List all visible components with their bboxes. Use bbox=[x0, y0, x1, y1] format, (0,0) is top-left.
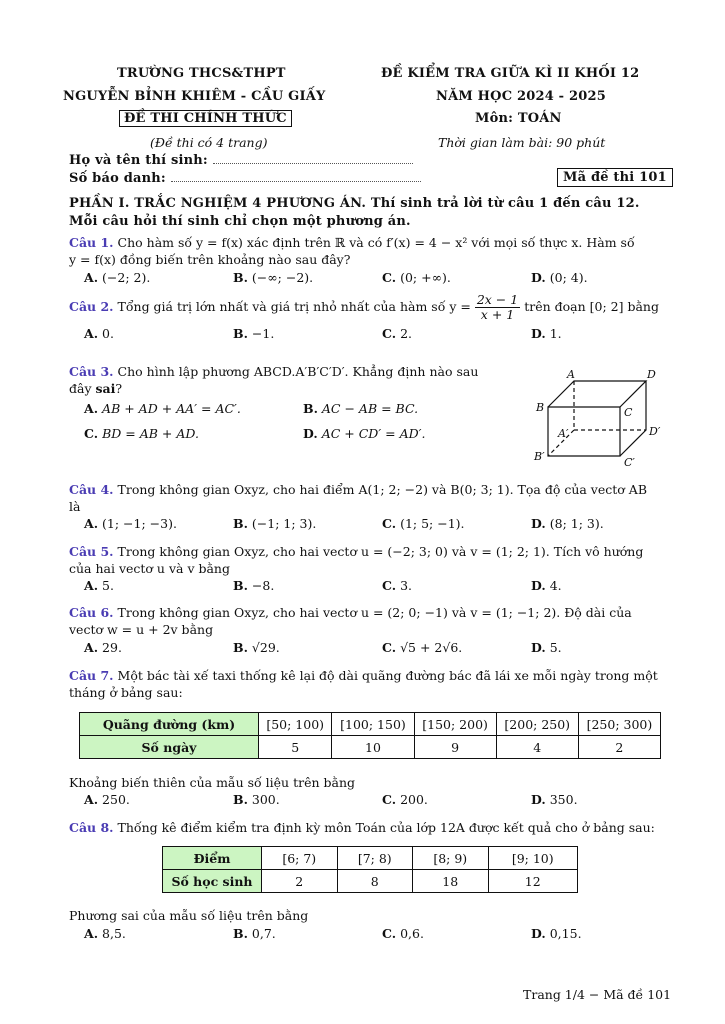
question-text: Cho hàm số y = f(x) xác định trên ℝ và có f′(x) = 4 − x² với mọi số thực x. Hàm số bbox=[117, 235, 635, 250]
question-7-prompt: Khoảng biến thiên của mẫu số liệu trên bằng bbox=[69, 775, 355, 790]
table-row bbox=[163, 870, 578, 893]
cube-label-c: C bbox=[624, 406, 633, 419]
table-header-cell: Số ngày bbox=[80, 736, 259, 759]
q2-option-c[interactable]: C. 2. bbox=[382, 326, 413, 341]
question-5 bbox=[69, 543, 643, 560]
q4-option-d[interactable]: D. (8; 1; 3). bbox=[531, 516, 604, 531]
question-8-prompt: Phương sai của mẫu số liệu trên bằng bbox=[69, 908, 309, 923]
table-cell: [200; 250) bbox=[496, 713, 578, 736]
fraction-numerator: 2x − 1 bbox=[476, 292, 519, 307]
table-cell: [250; 300) bbox=[578, 713, 660, 736]
q6-option-a[interactable]: A. 29. bbox=[84, 640, 122, 655]
q4-option-a[interactable]: A. (1; −1; −3). bbox=[84, 516, 177, 531]
q3-option-c[interactable]: C. BD = AB + AD. bbox=[84, 426, 199, 441]
table-cell: [9; 10) bbox=[488, 847, 578, 870]
question-text-end: trên đoạn [0; 2] bằng bbox=[524, 299, 659, 314]
q2-option-b[interactable]: B. −1. bbox=[233, 326, 275, 341]
q6-option-b[interactable]: B. √29. bbox=[233, 640, 280, 655]
question-text: Thống kê điểm kiểm tra định kỳ môn Toán của lớp 12A được kết quả cho ở bảng sau: bbox=[117, 820, 655, 835]
cube-label-a: A bbox=[567, 368, 575, 381]
q5-option-a[interactable]: A. 5. bbox=[84, 578, 114, 593]
table-cell: 2 bbox=[262, 870, 338, 893]
q1-option-d[interactable]: D. (0; 4). bbox=[531, 270, 588, 285]
cube-label-a1: A′ bbox=[558, 427, 569, 440]
official-label: ĐỀ THI CHÍNH THỨC bbox=[119, 110, 292, 127]
table-cell: 10 bbox=[332, 736, 414, 759]
q1-option-b[interactable]: B. (−∞; −2). bbox=[233, 270, 314, 285]
question-text: Trong không gian Oxyz, cho hai vectơ u = (−2; 3; 0) và v = (1; 2; 1). Tích vô hướng bbox=[117, 544, 644, 559]
exam-code: Mã đề thi 101 bbox=[557, 168, 673, 187]
question-7 bbox=[69, 667, 658, 684]
q6-option-c[interactable]: C. √5 + 2√6. bbox=[382, 640, 463, 655]
score-table bbox=[162, 846, 578, 893]
emphasis-sai: sai bbox=[95, 381, 116, 396]
candidate-id-label: Số báo danh: bbox=[69, 171, 166, 186]
q4-option-c[interactable]: C. (1; 5; −1). bbox=[382, 516, 465, 531]
pages-note: (Đề thi có 4 trang) bbox=[150, 135, 268, 150]
table-header-cell: Số học sinh bbox=[163, 870, 262, 893]
q4-option-b[interactable]: B. (−1; 1; 3). bbox=[233, 516, 317, 531]
question-8 bbox=[69, 819, 655, 836]
question-label: Câu 5. bbox=[69, 544, 114, 559]
q6-option-d[interactable]: D. 5. bbox=[531, 640, 562, 655]
table-cell: [150; 200) bbox=[414, 713, 496, 736]
question-text-cont: đây sai? bbox=[69, 381, 123, 396]
question-text: Cho hình lập phương ABCD.A′B′C′D′. Khẳng định nào sau bbox=[117, 364, 479, 379]
question-text: Trong không gian Oxyz, cho hai vectơ u = (2; 0; −1) và v = (1; −1; 2). Độ dài của bbox=[117, 605, 632, 620]
school-name-line1: TRƯỜNG THCS&THPT bbox=[117, 66, 286, 81]
question-label: Câu 2. bbox=[69, 299, 114, 314]
table-cell: 8 bbox=[337, 870, 413, 893]
part1-title-line2: Mỗi câu hỏi thí sinh chỉ chọn một phương án. bbox=[69, 214, 411, 229]
table-cell: 18 bbox=[413, 870, 489, 893]
distance-table bbox=[79, 712, 661, 759]
question-label: Câu 7. bbox=[69, 668, 114, 683]
table-cell: [6; 7) bbox=[262, 847, 338, 870]
question-text: Tổng giá trị lớn nhất và giá trị nhỏ nhất của hàm số y = bbox=[117, 299, 471, 314]
q2-option-a[interactable]: A. 0. bbox=[84, 326, 114, 341]
q1-option-c[interactable]: C. (0; +∞). bbox=[382, 270, 451, 285]
table-cell: [100; 150) bbox=[332, 713, 414, 736]
candidate-name-label: Họ và tên thí sinh: bbox=[69, 153, 208, 168]
table-cell: [7; 8) bbox=[337, 847, 413, 870]
cube-label-d: D bbox=[647, 368, 656, 381]
question-text-cont: tháng ở bảng sau: bbox=[69, 685, 183, 700]
question-label: Câu 6. bbox=[69, 605, 114, 620]
cube-label-b1: B′ bbox=[534, 450, 545, 463]
q2-option-d[interactable]: D. 1. bbox=[531, 326, 562, 341]
question-text: Một bác tài xế taxi thống kê lại độ dài quãng đường bác đã lái xe mỗi ngày trong một bbox=[117, 668, 658, 683]
school-year: NĂM HỌC 2024 - 2025 bbox=[436, 89, 606, 104]
table-cell: 9 bbox=[414, 736, 496, 759]
q7-option-a[interactable]: A. 250. bbox=[84, 792, 130, 807]
table-cell: [8; 9) bbox=[413, 847, 489, 870]
table-cell: 2 bbox=[578, 736, 660, 759]
q3-option-b[interactable]: B. AC − AB = BC. bbox=[303, 401, 419, 416]
table-cell: 12 bbox=[488, 870, 578, 893]
question-label: Câu 3. bbox=[69, 364, 114, 379]
question-1 bbox=[69, 234, 635, 251]
q3-option-d[interactable]: D. AC + CD′ = AD′. bbox=[303, 426, 426, 441]
question-2 bbox=[69, 293, 659, 322]
q8-option-c[interactable]: C. 0,6. bbox=[382, 926, 424, 941]
question-6 bbox=[69, 604, 632, 621]
cube-label-c1: C′ bbox=[624, 456, 635, 469]
q8-option-d[interactable]: D. 0,15. bbox=[531, 926, 582, 941]
q5-option-b[interactable]: B. −8. bbox=[233, 578, 275, 593]
q7-option-c[interactable]: C. 200. bbox=[382, 792, 428, 807]
q5-option-d[interactable]: D. 4. bbox=[531, 578, 562, 593]
question-text-cont: là bbox=[69, 499, 81, 514]
q8-option-a[interactable]: A. 8,5. bbox=[84, 926, 126, 941]
part1-title-line1: PHẦN I. TRẮC NGHIỆM 4 PHƯƠNG ÁN. Thí sinh trả lời từ câu 1 đến câu 12. bbox=[69, 196, 640, 211]
table-row bbox=[80, 736, 661, 759]
cube-figure bbox=[528, 366, 668, 470]
q7-option-b[interactable]: B. 300. bbox=[233, 792, 280, 807]
table-header-cell: Quãng đường (km) bbox=[80, 713, 259, 736]
question-label: Câu 8. bbox=[69, 820, 114, 835]
subject: Môn: TOÁN bbox=[475, 111, 562, 126]
q5-option-c[interactable]: C. 3. bbox=[382, 578, 413, 593]
school-name-line2: NGUYỄN BỈNH KHIÊM - CẦU GIẤY bbox=[63, 89, 326, 104]
q7-option-d[interactable]: D. 350. bbox=[531, 792, 578, 807]
page-footer: Trang 1/4 − Mã đề 101 bbox=[523, 987, 672, 1002]
cube-label-d1: D′ bbox=[649, 425, 661, 438]
question-label: Câu 4. bbox=[69, 482, 114, 497]
cube-label-b: B bbox=[536, 401, 545, 414]
table-cell: [50; 100) bbox=[259, 713, 332, 736]
q3-option-a[interactable]: A. AB + AD + AA′ = AC′. bbox=[84, 401, 241, 416]
fraction-denominator: x + 1 bbox=[480, 307, 515, 322]
question-text-cont: y = f(x) đồng biến trên khoảng nào sau đây? bbox=[69, 252, 351, 267]
q8-option-b[interactable]: B. 0,7. bbox=[233, 926, 276, 941]
table-row bbox=[80, 713, 661, 736]
candidate-id-field[interactable] bbox=[171, 181, 421, 182]
question-text-cont: của hai vectơ u và v bằng bbox=[69, 561, 230, 576]
question-4 bbox=[69, 481, 647, 498]
question-text: Trong không gian Oxyz, cho hai điểm A(1; 2; −2) và B(0; 3; 1). Tọa độ của vectơ AB bbox=[117, 482, 647, 497]
candidate-name-field[interactable] bbox=[213, 163, 413, 164]
table-row bbox=[163, 847, 578, 870]
q1-option-a[interactable]: A. (−2; 2). bbox=[84, 270, 151, 285]
exam-time: Thời gian làm bài: 90 phút bbox=[438, 135, 606, 150]
exam-title: ĐỀ KIỂM TRA GIỮA KÌ II KHỐI 12 bbox=[381, 66, 640, 81]
table-cell: 4 bbox=[496, 736, 578, 759]
cube-top-edges bbox=[548, 381, 646, 407]
fraction bbox=[475, 293, 520, 322]
question-label: Câu 1. bbox=[69, 235, 114, 250]
table-header-cell: Điểm bbox=[163, 847, 262, 870]
table-cell: 5 bbox=[259, 736, 332, 759]
question-text-cont: vectơ w = u + 2v bằng bbox=[69, 622, 214, 637]
question-3 bbox=[69, 363, 478, 380]
